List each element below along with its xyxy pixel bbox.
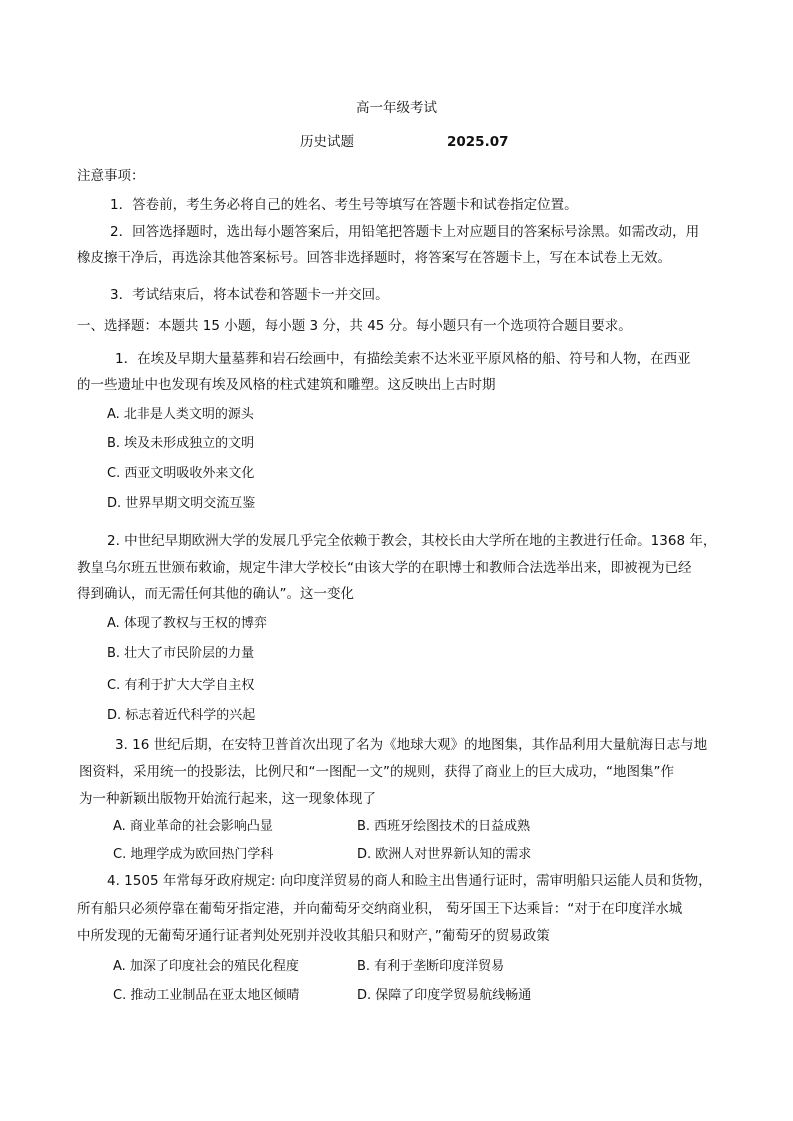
question-4-stem: 4. 1505 年常每牙政府规定: 向印度洋贸易的商人和睑主出售通行证时，需审明船只运能人员和货物， bbox=[107, 873, 712, 889]
question-2-option-c: C. 有利于扩大大学自主权 bbox=[107, 678, 255, 693]
question-3-stem: 为一种新颖出版物开始流行起来，这一现象体现了 bbox=[79, 791, 376, 807]
question-2-option-a: A. 体现了教权与王权的博弈 bbox=[107, 616, 267, 631]
exam-date: 2025.07 bbox=[447, 134, 509, 150]
question-2-stem: 得到确认，而无需任何其他的确认”。这一变化 bbox=[77, 586, 354, 602]
question-1-option-c: C. 西亚文明吸收外来文化 bbox=[107, 466, 255, 481]
exam-subject: 历史试题 bbox=[300, 134, 354, 150]
question-4-stem: 所有船只必须停靠在葡萄牙指定港，并向葡萄牙交纳商业积， 萄牙国王下达乘旨：“对于在印度洋水城 bbox=[77, 901, 683, 917]
question-3-stem: 3. 16 世纪后期，在安特卫普首次出现了名为《地球大观》的地图集，其作品利用大量航海日志与地 bbox=[115, 737, 708, 753]
question-4-option-a: A. 加深了印度社会的殖民化程度 bbox=[113, 959, 299, 974]
question-3-option-a: A. 商业革命的社会影响凸显 bbox=[113, 819, 273, 834]
question-4-option-b: B. 有利于垄断印度洋贸易 bbox=[357, 959, 505, 974]
question-4-option-d: D. 保障了印度学贸易航线畅通 bbox=[357, 988, 532, 1003]
question-1-stem: 的一些遗址中也发现有埃及风格的柱式建筑和雕塑。这反映出上古时期 bbox=[77, 377, 496, 393]
question-2-stem: 教皇乌尔班五世颁布敕谕，规定牛津大学校长“由该大学的在职博士和教师合法选举出来，即被视为已经 bbox=[77, 560, 692, 576]
question-3-stem: 图资料，采用统一的投影法，比例尺和“一图配一文”的规则，获得了商业上的巨大成功，“地图集”作 bbox=[79, 764, 674, 780]
question-1-option-d: D. 世界早期文明交流互鉴 bbox=[107, 496, 256, 511]
question-1-stem: 1．在埃及早期大量墓葬和岩石绘画中，有描绘美索不达米亚平原风格的船、符号和人物，在西亚 bbox=[115, 351, 691, 367]
notice-item: 1．答卷前，考生务必将自己的姓名、考生号等填写在答题卡和试卷指定位置。 bbox=[110, 197, 578, 213]
question-3-option-c: C. 地理学成为欧回热门学科 bbox=[113, 847, 274, 862]
question-3-option-d: D. 欧洲人对世界新认知的需求 bbox=[357, 847, 532, 862]
notice-heading: 注意事项： bbox=[77, 168, 145, 184]
question-1-option-b: B. 埃及未形成独立的文明 bbox=[107, 436, 255, 451]
question-2-option-d: D. 标志着近代科学的兴起 bbox=[107, 708, 256, 723]
question-2-option-b: B. 壮大了市民阶层的力量 bbox=[107, 646, 255, 661]
question-3-option-b: B. 西班牙绘图技术的日益成熟 bbox=[357, 819, 531, 834]
section-heading: 一、选择题：本题共 15 小题，每小题 3 分，共 45 分。每小题只有一个选项符合题目要求。 bbox=[77, 318, 632, 334]
notice-item: 3．考试结束后，将本试卷和答题卡一并交回。 bbox=[110, 287, 389, 303]
question-2-stem: 2. 中世纪早期欧洲大学的发展几乎完全依赖于教会，其校长由大学所在地的主教进行任命。1368 年， bbox=[107, 533, 717, 549]
notice-item: 2．回答选择题时，选出每小题答案后，用铅笔把答题卡上对应题目的答案标号涂黑。如需改动，用 bbox=[110, 224, 700, 240]
question-1-option-a: A. 北非是人类文明的源头 bbox=[107, 407, 254, 422]
exam-title: 高一年级考试 bbox=[356, 100, 437, 116]
question-4-stem: 中所发现的无葡萄牙通行证者判处死别并没收其船只和财产，”葡萄牙的贸易政策 bbox=[77, 928, 550, 944]
notice-item-continued: 橡皮擦干净后，再选涂其他答案标号。回答非选择题时，将答案写在答题卡上，写在本试卷上无效。 bbox=[77, 250, 671, 266]
question-4-option-c: C. 推动工业制品在亚太地区倾晴 bbox=[113, 988, 300, 1003]
